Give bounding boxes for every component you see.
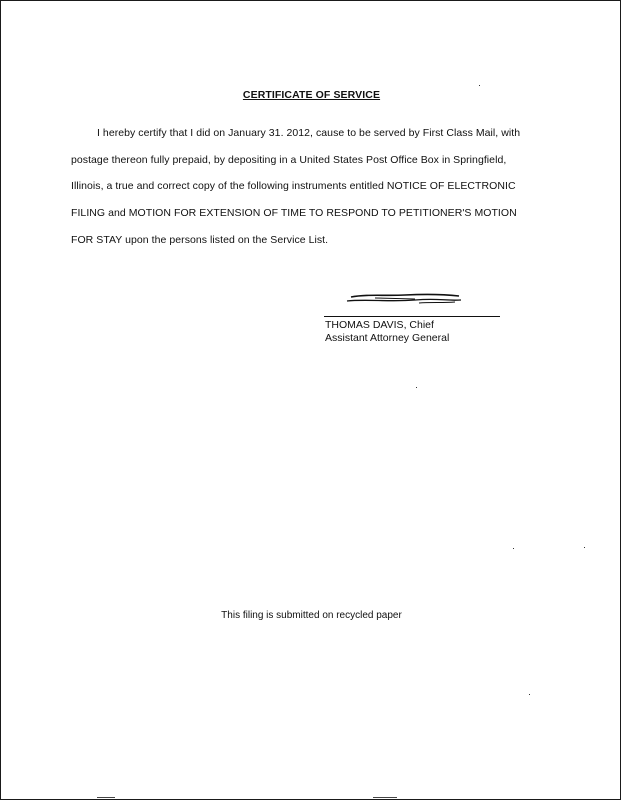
- body-line-1: I hereby certify that I did on January 31. 2012, cause to be served by First Class Mail, with: [97, 127, 521, 139]
- scan-edge-mark: [97, 797, 115, 798]
- signer-name: THOMAS DAVIS, Chief: [325, 319, 434, 331]
- body-line-4: FILING and MOTION FOR EXTENSION OF TIME TO RESPOND TO PETITIONER'S MOTION: [71, 207, 517, 219]
- document-title: CERTIFICATE OF SERVICE: [242, 89, 381, 101]
- signature-line: [324, 316, 500, 317]
- scan-edge-mark: [373, 797, 397, 798]
- body-line-3: Illinois, a true and correct copy of the following instruments entitled NOTICE OF ELECTRONIC: [71, 180, 516, 192]
- scan-speck: [513, 548, 514, 549]
- recycled-paper-note: This filing is submitted on recycled paper: [221, 610, 402, 621]
- body-line-2: postage thereon fully prepaid, by depositing in a United States Post Office Box in Springfield,: [71, 154, 507, 166]
- signer-title: Assistant Attorney General: [325, 332, 450, 344]
- handwritten-signature: [345, 291, 463, 309]
- scan-speck: [584, 547, 585, 548]
- scan-speck: [416, 387, 417, 388]
- scan-speck: [529, 694, 530, 695]
- scan-speck: [479, 85, 480, 86]
- body-line-5: FOR STAY upon the persons listed on the Service List.: [71, 234, 329, 246]
